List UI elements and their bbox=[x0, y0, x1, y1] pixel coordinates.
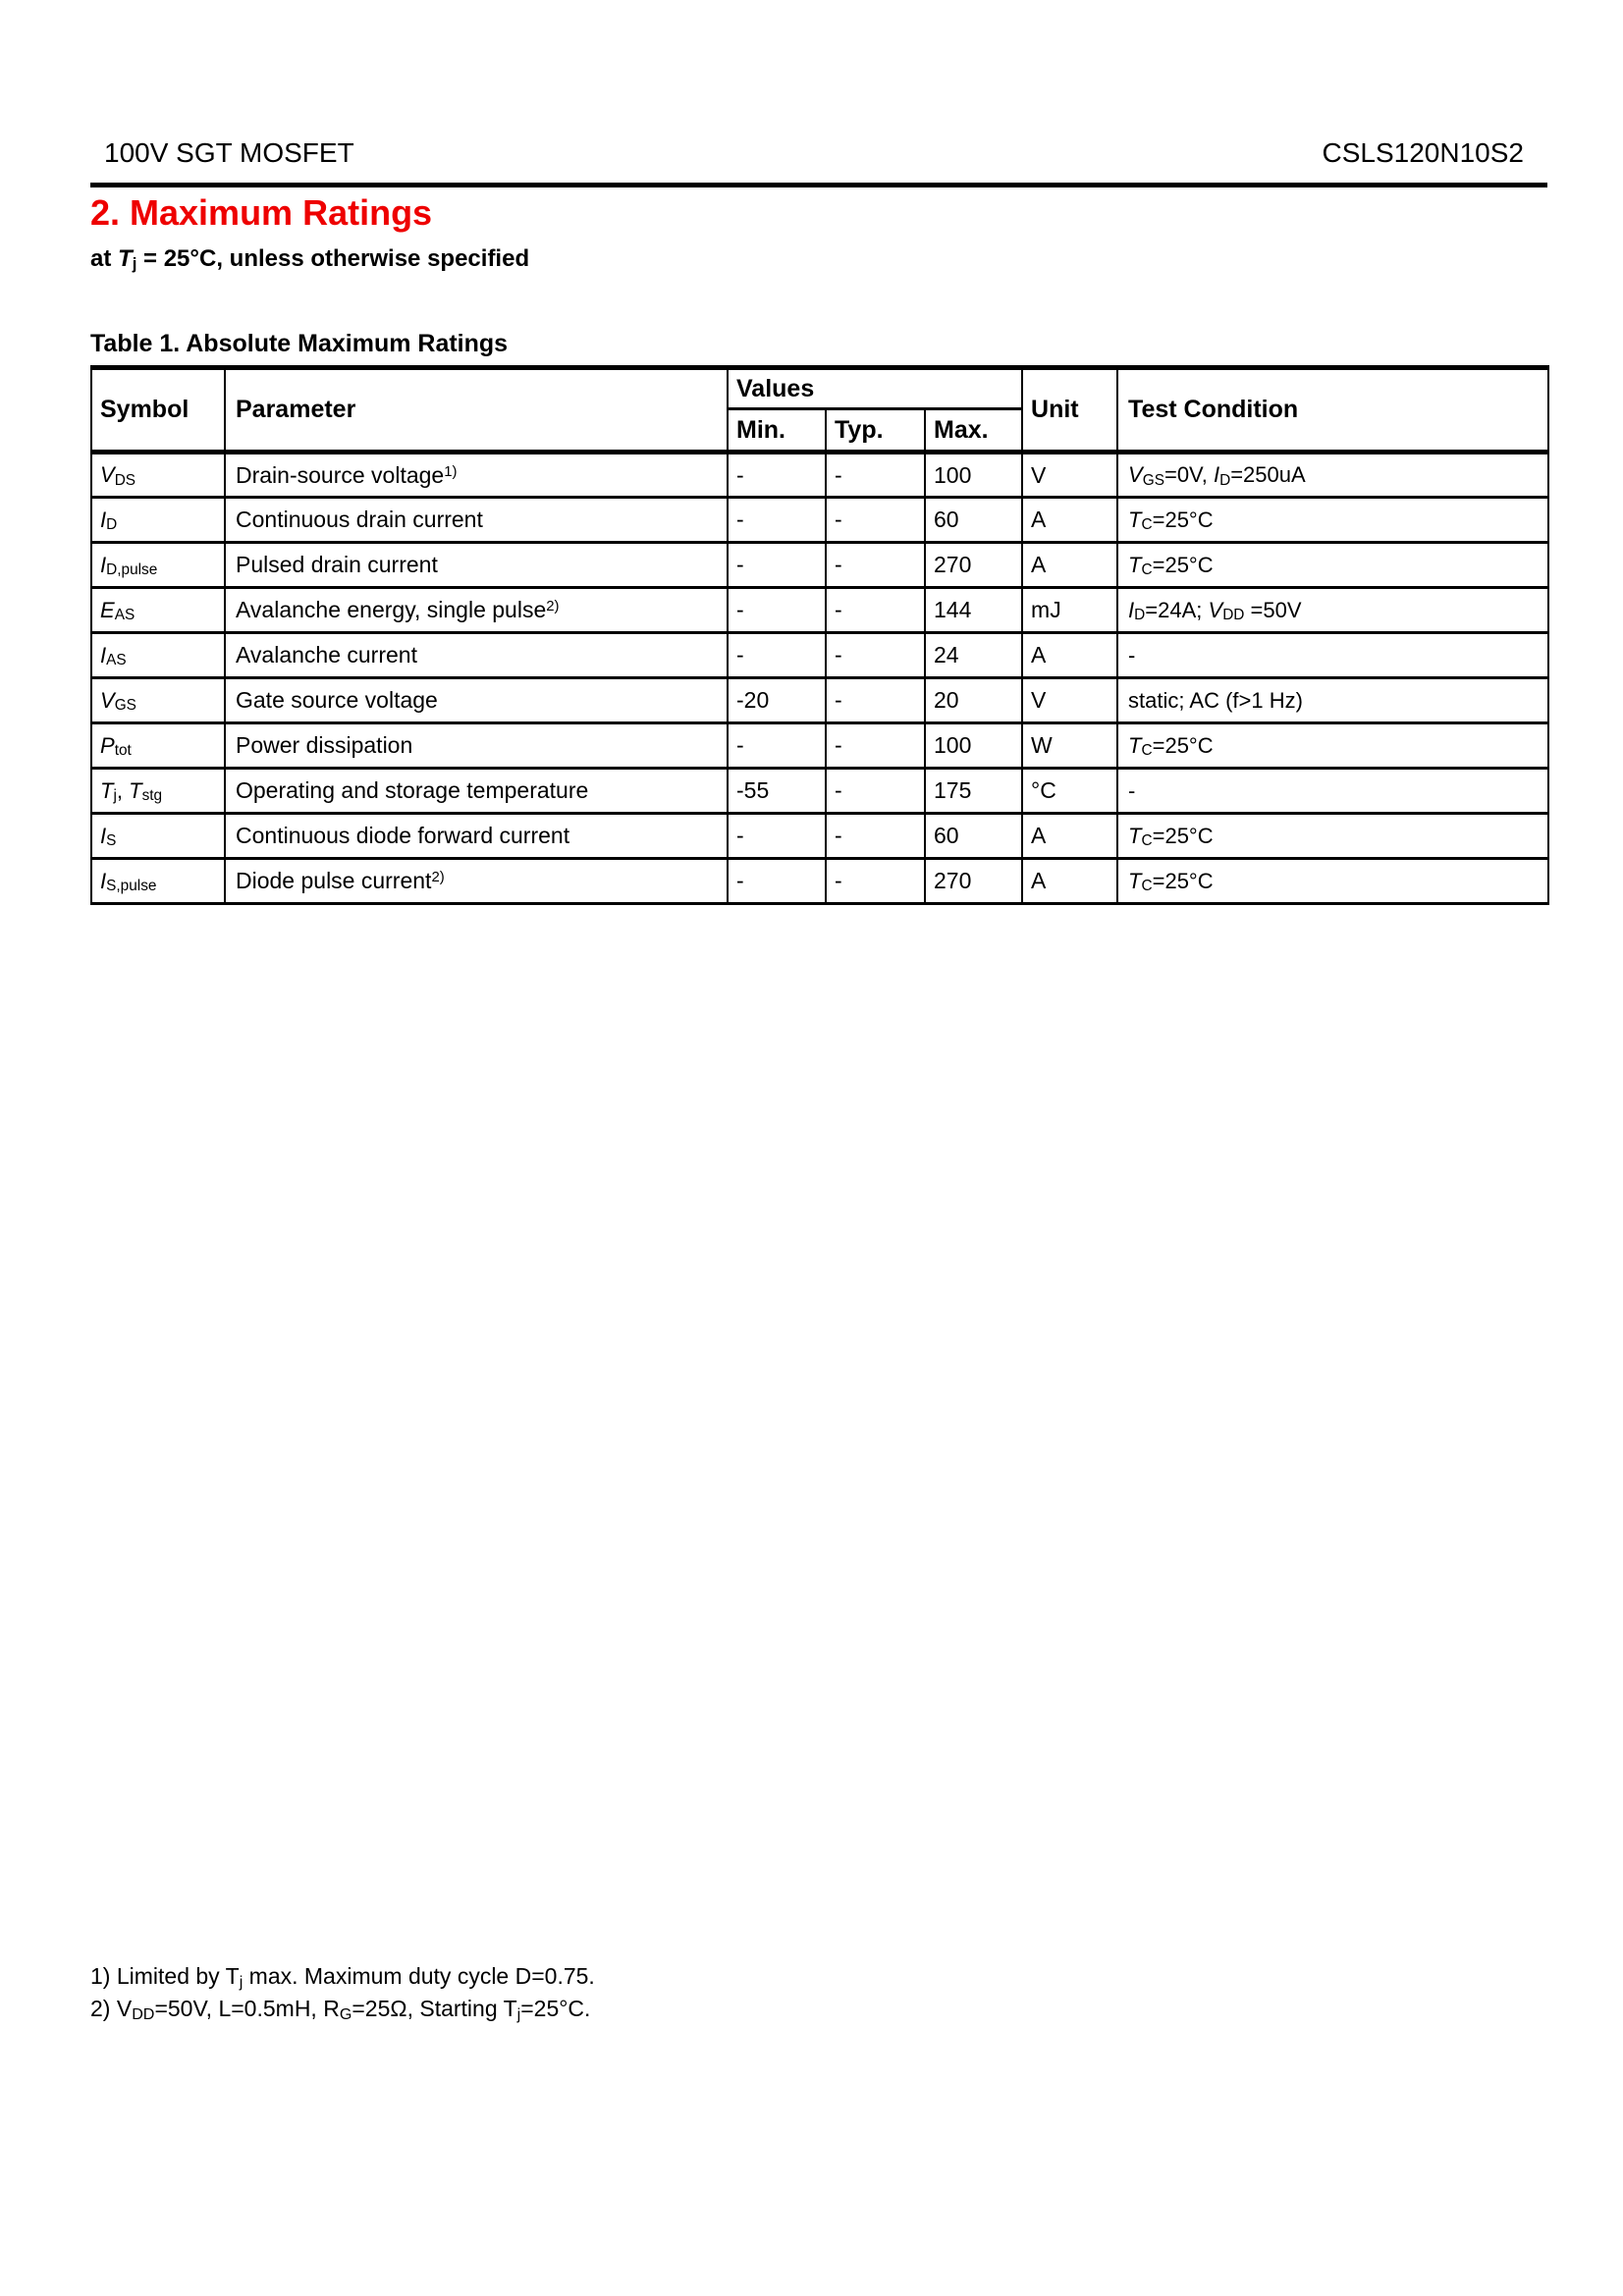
cell-test-condition: - bbox=[1117, 769, 1548, 814]
cell-unit: mJ bbox=[1022, 588, 1117, 633]
footnote-2: 2) $V_{DD}=50V$, L=0.5mH, $R_G=25\Omega$, Starting $T_j=25^\circ C$. bbox=[90, 1996, 591, 2023]
cell-parameter: Diode pulse current$^{2)}$ bbox=[225, 859, 728, 904]
cell-unit: °C bbox=[1022, 769, 1117, 814]
cell-parameter: Gate source voltage bbox=[225, 678, 728, 723]
cell-typ: - bbox=[826, 769, 925, 814]
section-title: 2. Maximum Ratings bbox=[90, 192, 433, 233]
col-header-test-condition: Test Condition bbox=[1117, 368, 1548, 453]
table-row bbox=[91, 633, 1548, 678]
cell-symbol: $E_{AS}$ bbox=[91, 588, 225, 633]
cell-min: - bbox=[728, 498, 826, 543]
cell-unit: A bbox=[1022, 633, 1117, 678]
col-header-symbol: Symbol bbox=[91, 368, 225, 453]
cell-symbol: $V_{GS}$ bbox=[91, 678, 225, 723]
table-caption: Table 1. Absolute Maximum Ratings bbox=[90, 330, 509, 357]
cell-symbol: $I_S$ bbox=[91, 814, 225, 859]
cell-max: 60 bbox=[925, 498, 1022, 543]
table-row bbox=[91, 723, 1548, 769]
cell-max: 270 bbox=[925, 859, 1022, 904]
cell-min: - bbox=[728, 588, 826, 633]
cell-typ: - bbox=[826, 588, 925, 633]
cell-test-condition: - bbox=[1117, 633, 1548, 678]
cell-unit: A bbox=[1022, 814, 1117, 859]
cell-test-condition: static; AC (f>1 Hz) bbox=[1117, 678, 1548, 723]
cell-typ: - bbox=[826, 859, 925, 904]
cell-symbol: $T_j$, $T_{stg}$ bbox=[91, 769, 225, 814]
cell-max: 144 bbox=[925, 588, 1022, 633]
cell-unit: V bbox=[1022, 678, 1117, 723]
footnote-1: 1) Limited by $T_j$ max. Maximum duty cycle D=0.75. bbox=[90, 1963, 595, 1991]
cell-unit: V bbox=[1022, 453, 1117, 498]
cell-parameter: Pulsed drain current bbox=[225, 543, 728, 588]
table-row bbox=[91, 498, 1548, 543]
cell-test-condition: $T_C=25^\circ C$ bbox=[1117, 543, 1548, 588]
cell-min: - bbox=[728, 723, 826, 769]
cell-test-condition: $T_C=25^\circ C$ bbox=[1117, 814, 1548, 859]
cell-min: - bbox=[728, 859, 826, 904]
cell-parameter: Operating and storage temperature bbox=[225, 769, 728, 814]
table-header bbox=[91, 368, 1548, 453]
cell-min: - bbox=[728, 453, 826, 498]
cell-test-condition: $V_{GS}=0V$, $I_D=250uA$ bbox=[1117, 453, 1548, 498]
cell-typ: - bbox=[826, 453, 925, 498]
cell-typ: - bbox=[826, 543, 925, 588]
cell-max: 24 bbox=[925, 633, 1022, 678]
cell-unit: A bbox=[1022, 859, 1117, 904]
header-row-1 bbox=[91, 368, 1548, 409]
cell-min: - bbox=[728, 543, 826, 588]
header-rule bbox=[90, 183, 1547, 187]
col-header-parameter: Parameter bbox=[225, 368, 728, 453]
cell-typ: - bbox=[826, 498, 925, 543]
table-body bbox=[91, 453, 1548, 904]
cell-unit: A bbox=[1022, 543, 1117, 588]
cell-min: - bbox=[728, 633, 826, 678]
table-row bbox=[91, 859, 1548, 904]
page-header bbox=[90, 137, 1547, 169]
header-part-number: CSLS120N10S2 bbox=[1322, 137, 1524, 168]
cell-max: 20 bbox=[925, 678, 1022, 723]
cell-symbol: $I_{S,pulse}$ bbox=[91, 859, 225, 904]
cell-symbol: $P_{tot}$ bbox=[91, 723, 225, 769]
cell-typ: - bbox=[826, 723, 925, 769]
cell-max: 100 bbox=[925, 723, 1022, 769]
cell-test-condition: $I_D=24A$; $V_{DD} =50V$ bbox=[1117, 588, 1548, 633]
section-subtitle: at $T_j = 25^\circ C$, unless otherwise specified bbox=[90, 245, 530, 274]
table-row bbox=[91, 453, 1548, 498]
cell-unit: A bbox=[1022, 498, 1117, 543]
cell-parameter: Continuous diode forward current bbox=[225, 814, 728, 859]
cell-max: 175 bbox=[925, 769, 1022, 814]
table-row bbox=[91, 543, 1548, 588]
cell-symbol: $I_{D,pulse}$ bbox=[91, 543, 225, 588]
cell-max: 100 bbox=[925, 453, 1022, 498]
cell-max: 60 bbox=[925, 814, 1022, 859]
table-row bbox=[91, 678, 1548, 723]
cell-parameter: Power dissipation bbox=[225, 723, 728, 769]
cell-parameter: Drain-source voltage$^{1)}$ bbox=[225, 453, 728, 498]
cell-max: 270 bbox=[925, 543, 1022, 588]
col-header-max: Max. bbox=[925, 409, 1022, 453]
cell-test-condition: $T_C=25^\circ C$ bbox=[1117, 498, 1548, 543]
table-row bbox=[91, 814, 1548, 859]
cell-parameter: Avalanche energy, single pulse$^{2)}$ bbox=[225, 588, 728, 633]
col-header-values: Values bbox=[728, 368, 1022, 409]
cell-min: -20 bbox=[728, 678, 826, 723]
header-product-family: 100V SGT MOSFET bbox=[104, 137, 354, 168]
cell-typ: - bbox=[826, 678, 925, 723]
cell-parameter: Continuous drain current bbox=[225, 498, 728, 543]
col-header-min: Min. bbox=[728, 409, 826, 453]
cell-symbol: $V_{DS}$ bbox=[91, 453, 225, 498]
col-header-unit: Unit bbox=[1022, 368, 1117, 453]
cell-unit: W bbox=[1022, 723, 1117, 769]
cell-min: -55 bbox=[728, 769, 826, 814]
cell-parameter: Avalanche current bbox=[225, 633, 728, 678]
cell-test-condition: $T_C=25^\circ C$ bbox=[1117, 723, 1548, 769]
footnotes bbox=[90, 1960, 595, 2025]
table-row bbox=[91, 769, 1548, 814]
cell-symbol: $I_D$ bbox=[91, 498, 225, 543]
col-header-typ: Typ. bbox=[826, 409, 925, 453]
cell-test-condition: $T_C=25^\circ C$ bbox=[1117, 859, 1548, 904]
maximum-ratings-table bbox=[90, 365, 1549, 905]
cell-typ: - bbox=[826, 814, 925, 859]
table-row bbox=[91, 588, 1548, 633]
cell-typ: - bbox=[826, 633, 925, 678]
cell-symbol: $I_{AS}$ bbox=[91, 633, 225, 678]
cell-min: - bbox=[728, 814, 826, 859]
